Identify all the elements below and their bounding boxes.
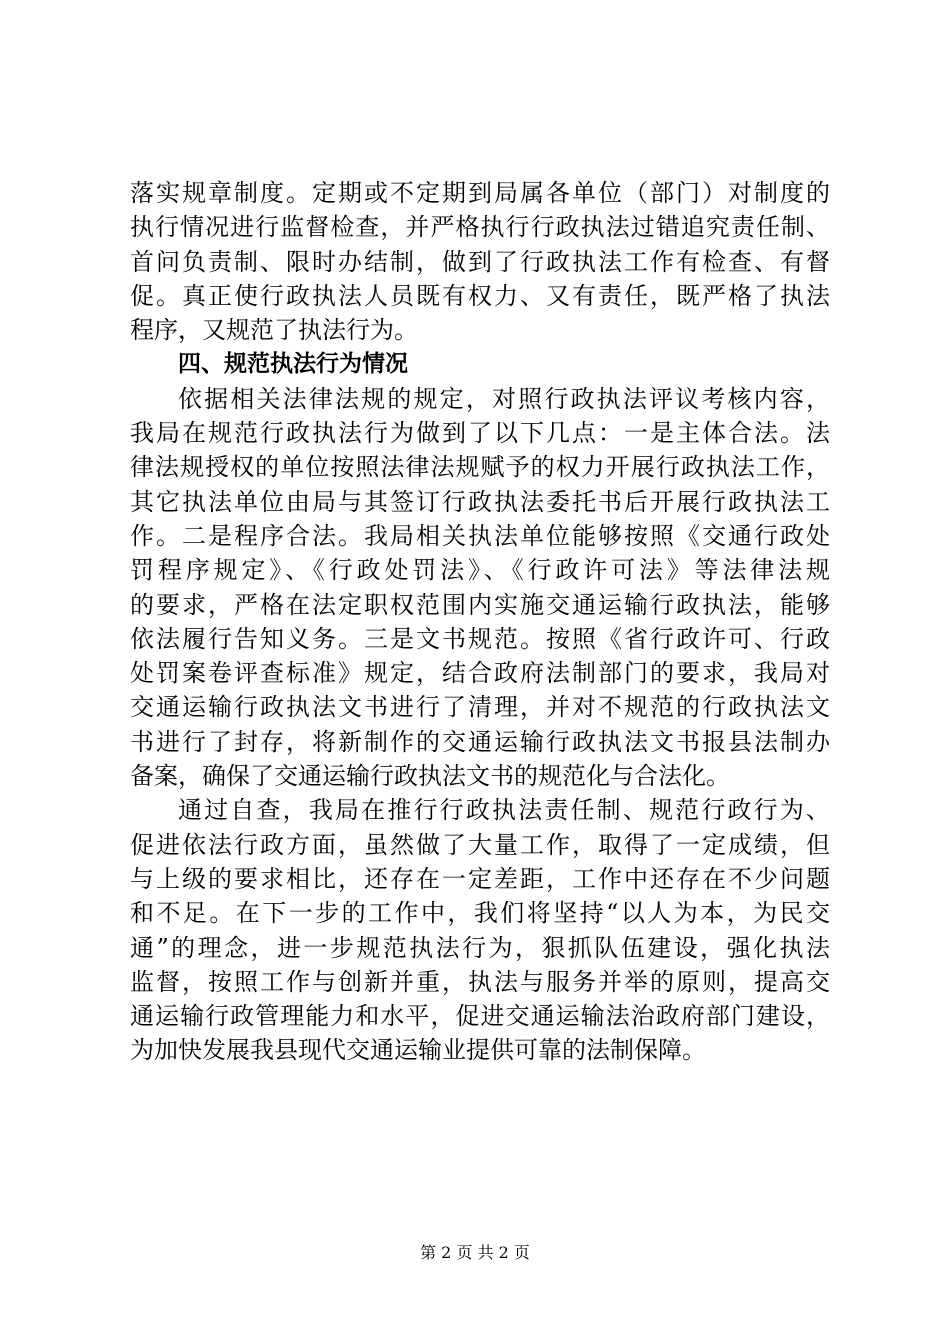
section-heading: [130, 347, 830, 381]
paragraph: [130, 382, 830, 794]
text-line: 和不足。在下一步的工作中，我们将坚持“以人为本，为民交: [130, 899, 830, 928]
text-line: 依法履行告知义务。三是文书规范。按照《省行政许可、行政: [130, 624, 830, 653]
text-line: 依据相关法律法规的规定，对照行政执法评议考核内容，: [178, 384, 830, 413]
text-line: 处罚案卷评查标准》规定，结合政府法制部门的要求，我局对: [130, 659, 830, 688]
text-line: 首问负责制、限时办结制，做到了行政执法工作有检查、有督: [130, 247, 830, 276]
text-line: 与上级的要求相比，还存在一定差距，工作中还存在不少问题: [130, 864, 830, 893]
page-footer: 第 2 页 共 2 页: [420, 1243, 530, 1262]
text-line: 通运输行政管理能力和水平，促进交通运输法治政府部门建设，: [130, 1002, 830, 1031]
text-line: 监督，按照工作与创新并重，执法与服务并举的原则，提高交: [130, 967, 830, 996]
document-body: [130, 176, 830, 1068]
text-line: 四、规范执法行为情况: [178, 351, 408, 378]
text-line: 促。真正使行政执法人员既有权力、又有责任，既严格了执法: [130, 281, 830, 310]
text-line: 的要求，严格在法定职权范围内实施交通运输行政执法，能够: [130, 590, 830, 619]
text-line: 律法规授权的单位按照法律法规赋予的权力开展行政执法工作，: [130, 453, 830, 482]
text-line: 我局在规范行政执法行为做到了以下几点：一是主体合法。法: [130, 419, 830, 448]
text-line: 促进依法行政方面，虽然做了大量工作，取得了一定成绩，但: [130, 830, 830, 859]
text-line: 执行情况进行监督检查，并严格执行行政执法过错追究责任制、: [130, 213, 830, 242]
text-line: 落实规章制度。定期或不定期到局属各单位（部门）对制度的: [130, 179, 830, 207]
paragraph: [130, 793, 830, 1067]
text-line: 罚程序规定》、《行政处罚法》、《行政许可法》等法律法规: [130, 556, 830, 585]
text-line: 为加快发展我县现代交通运输业提供可靠的法制保障。: [130, 1036, 706, 1065]
text-line: 通过自查，我局在推行行政执法责任制、规范行政行为、: [178, 796, 830, 825]
text-line: 其它执法单位由局与其签订行政执法委托书后开展行政执法工: [130, 487, 830, 516]
text-line: 备案，确保了交通运输行政执法文书的规范化与合法化。: [130, 762, 730, 791]
paragraph: [130, 176, 830, 347]
text-line: 书进行了封存，将新制作的交通运输行政执法文书报县法制办: [130, 727, 830, 756]
text-line: 通”的理念，进一步规范执法行为，狠抓队伍建设，强化执法: [130, 933, 830, 962]
text-line: 交通运输行政执法文书进行了清理，并对不规范的行政执法文: [130, 693, 830, 722]
text-line: 作。二是程序合法。我局相关执法单位能够按照《交通行政处: [130, 521, 830, 550]
text-line: 程序，又规范了执法行为。: [130, 316, 418, 345]
